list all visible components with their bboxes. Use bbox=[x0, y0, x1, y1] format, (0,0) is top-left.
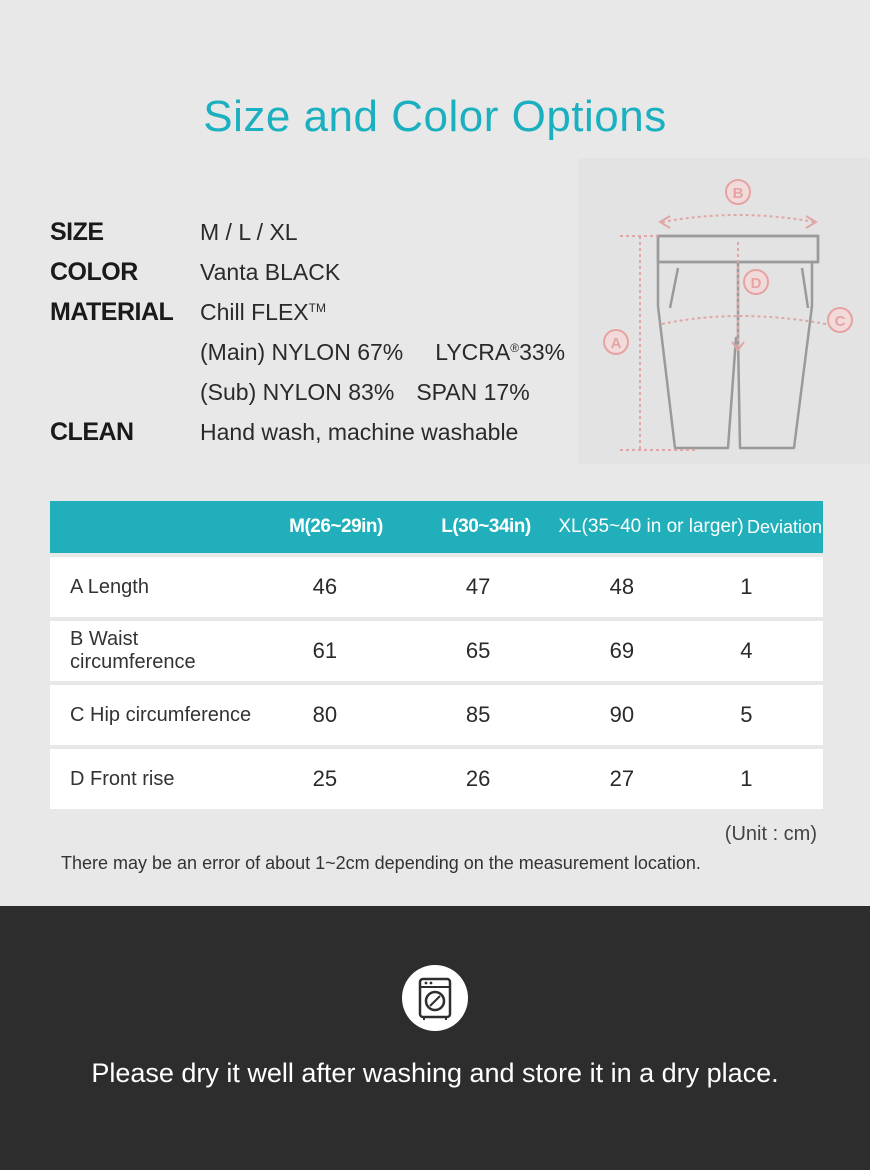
cell-xl: 48 bbox=[609, 574, 635, 599]
header-deviation: Deviation bbox=[746, 516, 823, 537]
sub-fabric-span: SPAN 17% bbox=[416, 379, 530, 405]
cell-deviation: 4 bbox=[740, 638, 753, 663]
spec-list bbox=[50, 212, 610, 452]
spec-row-sub-fabric bbox=[50, 372, 610, 412]
label-a: A bbox=[610, 335, 622, 352]
cell-l: 65 bbox=[465, 638, 491, 663]
row-label: C Hip circumference bbox=[70, 703, 252, 726]
spec-row-main-fabric bbox=[50, 332, 610, 372]
lycra-percent: 33% bbox=[519, 339, 566, 365]
sub-fabric-nylon: (Sub) NYLON 83% bbox=[200, 379, 395, 405]
header-size-l: L(30~34in) bbox=[441, 516, 531, 537]
label-c: C bbox=[834, 313, 846, 330]
table-header bbox=[50, 501, 823, 553]
washing-machine-svg bbox=[402, 965, 468, 1031]
table-row bbox=[50, 685, 823, 745]
material-name: Chill FLEX bbox=[200, 299, 309, 325]
table-row bbox=[50, 621, 823, 681]
row-label: A Length bbox=[70, 575, 149, 598]
table-row bbox=[50, 557, 823, 617]
cell-m: 61 bbox=[312, 638, 338, 663]
cell-deviation: 5 bbox=[740, 702, 753, 727]
spec-value-clean: Hand wash, machine washable bbox=[200, 419, 519, 445]
cell-deviation: 1 bbox=[740, 766, 753, 791]
cell-xl: 69 bbox=[609, 638, 635, 663]
cell-m: 80 bbox=[312, 702, 338, 727]
care-instruction: Please dry it well after washing and store it in a dry place. bbox=[91, 1058, 779, 1088]
row-label: D Front rise bbox=[70, 767, 175, 790]
spec-key-material: MATERIAL bbox=[50, 298, 174, 326]
table-row bbox=[50, 749, 823, 809]
spec-key-size: SIZE bbox=[50, 218, 104, 246]
spec-row-material bbox=[50, 292, 610, 332]
label-d: D bbox=[750, 275, 762, 292]
registered-mark: ® bbox=[510, 341, 520, 355]
cell-l: 47 bbox=[465, 574, 491, 599]
cell-deviation: 1 bbox=[740, 574, 753, 599]
label-b: B bbox=[732, 185, 744, 202]
measurement-note: There may be an error of about 1~2cm depending on the measurement location. bbox=[61, 853, 701, 873]
cell-l: 85 bbox=[465, 702, 491, 727]
lycra-name: LYCRA bbox=[435, 339, 511, 365]
shorts-measurement-diagram bbox=[578, 158, 870, 464]
size-chart-table bbox=[50, 501, 823, 809]
unit-note: (Unit : cm) bbox=[724, 823, 817, 845]
page-title: Size and Color Options bbox=[203, 92, 667, 141]
care-section bbox=[0, 906, 870, 1170]
cell-xl: 90 bbox=[609, 702, 635, 727]
cell-l: 26 bbox=[465, 766, 491, 791]
header-size-xl: XL(35~40 in or larger) bbox=[558, 516, 744, 537]
cell-xl: 27 bbox=[609, 766, 635, 791]
header-size-m: M(26~29in) bbox=[289, 516, 383, 537]
spec-key-color: COLOR bbox=[50, 258, 138, 286]
cell-m: 25 bbox=[312, 766, 338, 791]
trademark-mark: TM bbox=[308, 301, 326, 315]
main-fabric-nylon: (Main) NYLON 67% bbox=[200, 339, 404, 365]
washing-machine-icon bbox=[402, 965, 468, 1031]
spec-row-color bbox=[50, 252, 610, 292]
spec-row-size bbox=[50, 212, 610, 252]
main-fabric-lycra bbox=[435, 332, 565, 372]
spec-value-color: Vanta BLACK bbox=[200, 259, 341, 285]
shorts-diagram-svg bbox=[578, 158, 870, 464]
spec-row-clean bbox=[50, 412, 610, 452]
spec-value-size: M / L / XL bbox=[200, 219, 298, 245]
cell-m: 46 bbox=[312, 574, 338, 599]
spec-value-material bbox=[200, 292, 326, 332]
spec-key-clean: CLEAN bbox=[50, 418, 134, 446]
row-label: B Waist circumference bbox=[70, 628, 196, 673]
